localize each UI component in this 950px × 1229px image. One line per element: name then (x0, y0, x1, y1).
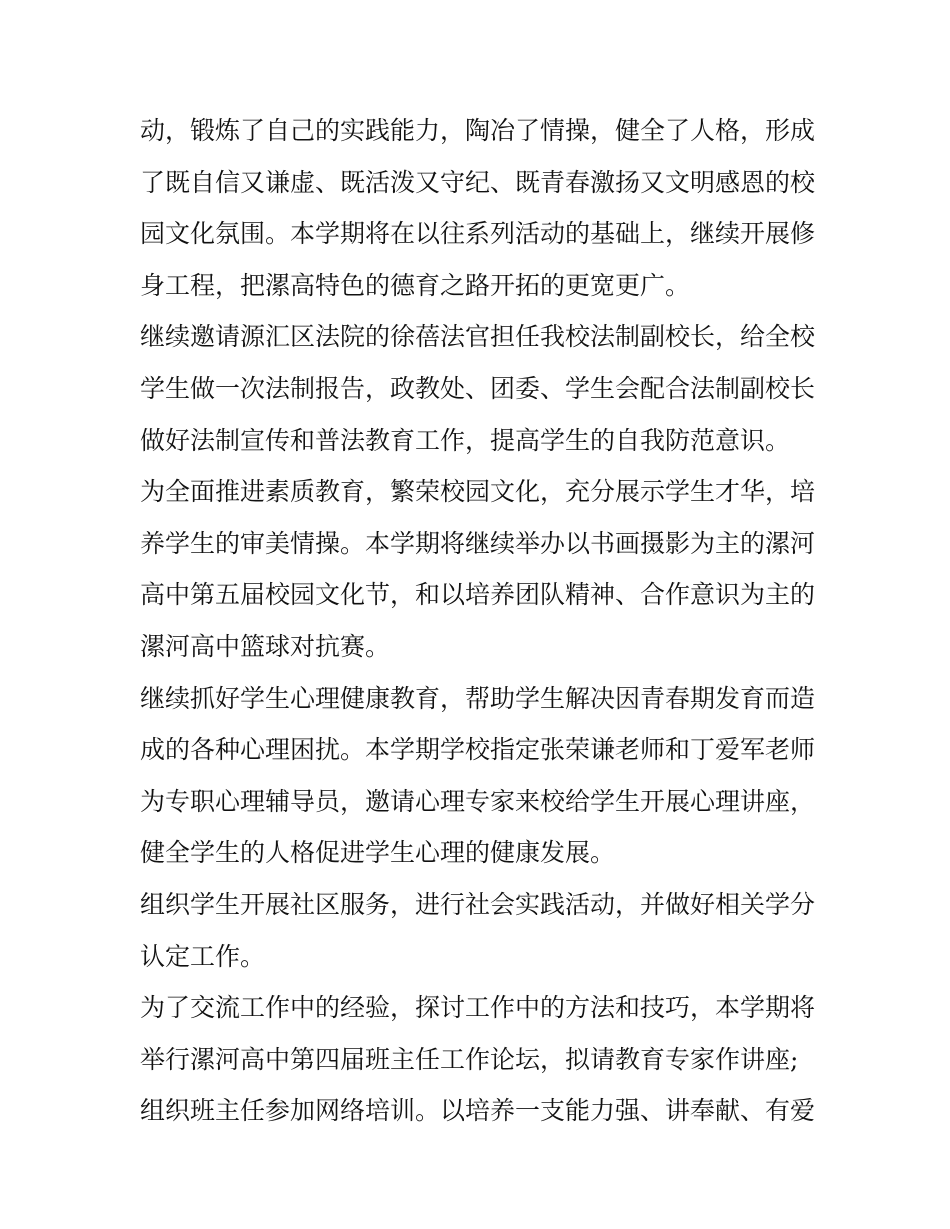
text-line: 学生做一次法制报告，政教处、团委、学生会配合法制副校长 (140, 373, 816, 403)
text-line: 了既自信又谦虚、既活泼又守纪、既青春激扬又文明感恩的校 (140, 167, 816, 197)
text-line: 举行漯河高中第四届班主任工作论坛，拟请教育专家作讲座; (140, 1044, 799, 1074)
text-line: 为全面推进素质教育，繁荣校园文化，充分展示学生才华，培 (140, 477, 816, 507)
text-line: 继续抓好学生心理健康教育，帮助学生解决因青春期发育而造 (140, 683, 816, 713)
text-line: 继续邀请源汇区法院的徐蓓法官担任我校法制副校长，给全校 (140, 322, 816, 352)
document-body (140, 105, 820, 1137)
text-line: 成的各种心理困扰。本学期学校指定张荣谦老师和丁爱军老师 (140, 735, 816, 765)
text-line: 养学生的审美情操。本学期将继续举办以书画摄影为主的漯河 (140, 528, 816, 558)
text-line: 动，锻炼了自己的实践能力，陶冶了情操，健全了人格，形成 (140, 116, 816, 145)
text-line: 为专职心理辅导员，邀请心理专家来校给学生开展心理讲座， (140, 786, 816, 816)
text-line: 高中第五届校园文化节，和以培养团队精神、合作意识为主的 (140, 580, 816, 610)
text-line: 园文化氛围。本学期将在以往系列活动的基础上，继续开展修 (140, 219, 816, 249)
text-line: 做好法制宣传和普法教育工作，提高学生的自我防范意识。 (140, 425, 791, 455)
text-line: 身工程，把漯高特色的德育之路开拓的更宽更广。 (140, 270, 691, 300)
text-line: 组织班主任参加网络培训。以培养一支能力强、讲奉献、有爱 (140, 1096, 816, 1126)
text-line: 组织学生开展社区服务，进行社会实践活动，并做好相关学分 (140, 889, 816, 919)
text-line: 认定工作。 (140, 941, 266, 971)
text-line: 为了交流工作中的经验，探讨工作中的方法和技巧，本学期将 (140, 993, 816, 1023)
text-line: 漯河高中篮球对抗赛。 (140, 631, 391, 661)
text-line: 健全学生的人格促进学生心理的健康发展。 (140, 838, 616, 868)
